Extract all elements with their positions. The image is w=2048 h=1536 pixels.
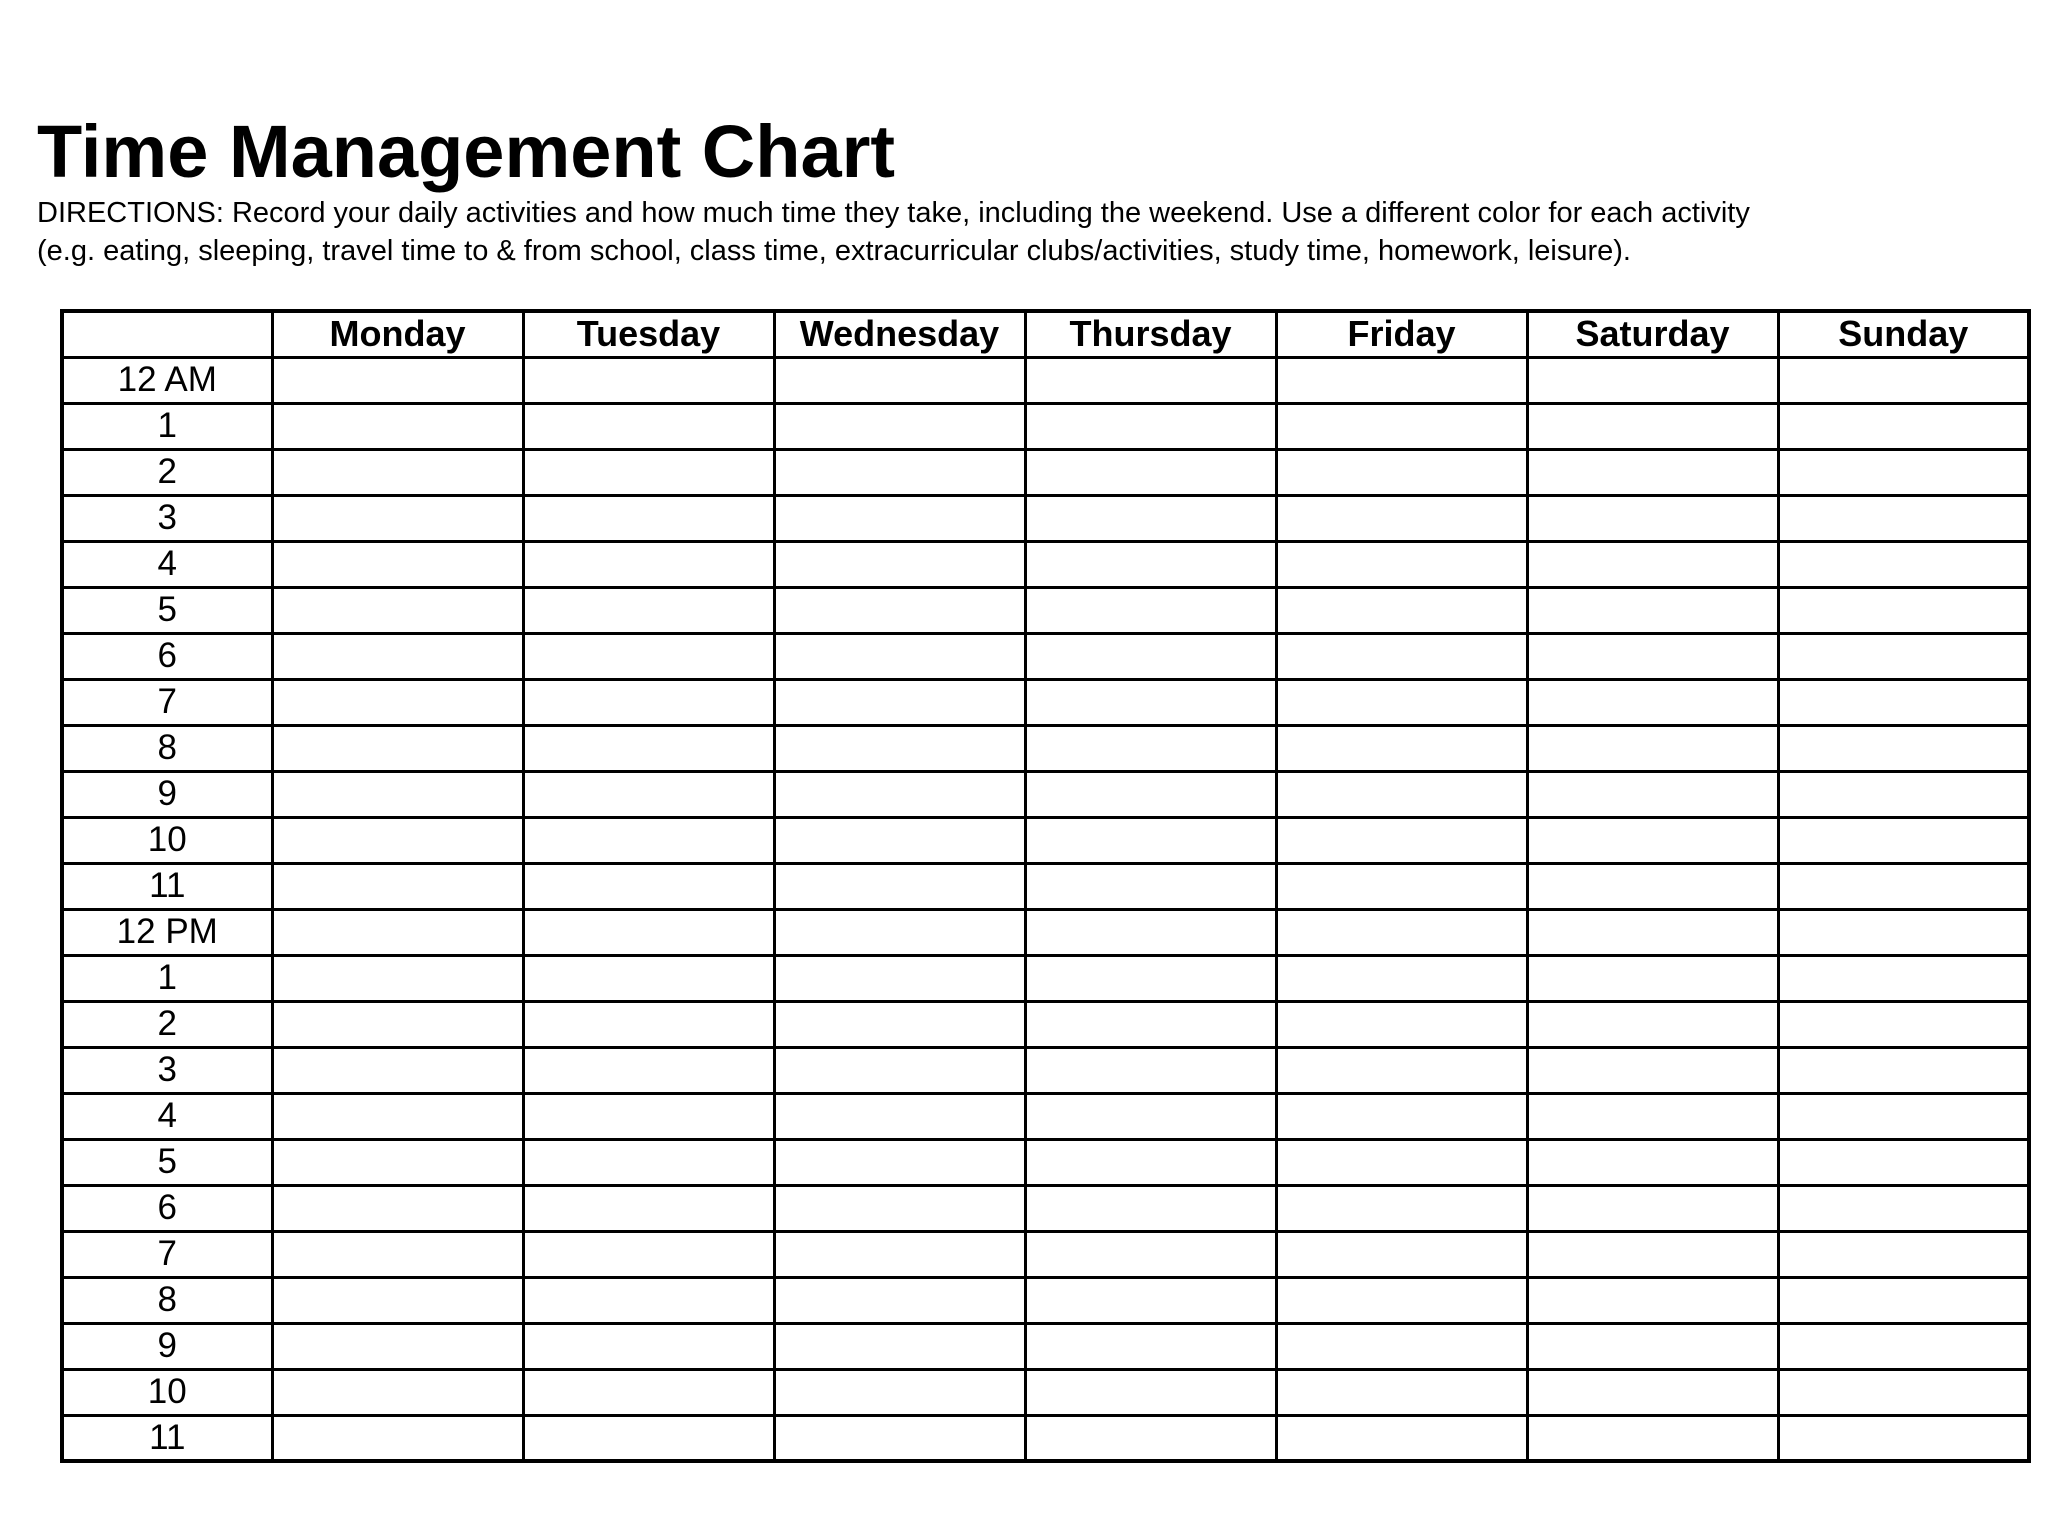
- schedule-cell[interactable]: [1778, 725, 2029, 771]
- schedule-cell[interactable]: [774, 1231, 1025, 1277]
- schedule-cell[interactable]: [1527, 1001, 1778, 1047]
- schedule-cell[interactable]: [1025, 633, 1276, 679]
- schedule-cell[interactable]: [1025, 1323, 1276, 1369]
- hour-label: 1: [62, 403, 272, 449]
- header-row: [62, 311, 2029, 357]
- schedule-cell[interactable]: [774, 771, 1025, 817]
- schedule-cell[interactable]: [523, 1139, 774, 1185]
- schedule-cell[interactable]: [1778, 771, 2029, 817]
- schedule-cell[interactable]: [1276, 357, 1527, 403]
- schedule-cell[interactable]: [774, 863, 1025, 909]
- schedule-cell[interactable]: [272, 495, 523, 541]
- schedule-cell[interactable]: [774, 1323, 1025, 1369]
- day-header-monday: Monday: [272, 311, 523, 357]
- hour-label: 4: [62, 541, 272, 587]
- directions-text: [37, 194, 2027, 270]
- schedule-cell[interactable]: [774, 1139, 1025, 1185]
- schedule-cell[interactable]: [1276, 1047, 1527, 1093]
- schedule-cell[interactable]: [523, 955, 774, 1001]
- hour-label: 8: [62, 725, 272, 771]
- schedule-cell[interactable]: [523, 1369, 774, 1415]
- schedule-cell[interactable]: [523, 1277, 774, 1323]
- table-row: [62, 587, 2029, 633]
- schedule-cell[interactable]: [774, 449, 1025, 495]
- schedule-cell[interactable]: [1276, 403, 1527, 449]
- schedule-cell[interactable]: [1276, 1415, 1527, 1461]
- schedule-cell[interactable]: [272, 1001, 523, 1047]
- schedule-cell[interactable]: [1276, 633, 1527, 679]
- schedule-cell[interactable]: [774, 495, 1025, 541]
- day-header-wednesday: Wednesday: [774, 311, 1025, 357]
- table-row: [62, 955, 2029, 1001]
- hour-label: 6: [62, 633, 272, 679]
- table-row: [62, 1047, 2029, 1093]
- schedule-cell[interactable]: [523, 1001, 774, 1047]
- schedule-cell[interactable]: [1025, 587, 1276, 633]
- day-header-tuesday: Tuesday: [523, 311, 774, 357]
- schedule-cell[interactable]: [272, 1369, 523, 1415]
- schedule-cell[interactable]: [1276, 679, 1527, 725]
- table-row: [62, 1093, 2029, 1139]
- schedule-cell[interactable]: [523, 541, 774, 587]
- schedule-cell[interactable]: [774, 541, 1025, 587]
- schedule-cell[interactable]: [1276, 955, 1527, 1001]
- schedule-cell[interactable]: [523, 449, 774, 495]
- hour-label: 7: [62, 679, 272, 725]
- schedule-cell[interactable]: [272, 817, 523, 863]
- table-row: [62, 449, 2029, 495]
- hour-label: 6: [62, 1185, 272, 1231]
- table-row: [62, 1001, 2029, 1047]
- schedule-cell[interactable]: [1778, 1047, 2029, 1093]
- hour-label: 3: [62, 495, 272, 541]
- schedule-cell[interactable]: [272, 1323, 523, 1369]
- table-row: [62, 725, 2029, 771]
- schedule-cell[interactable]: [1527, 587, 1778, 633]
- schedule-cell[interactable]: [774, 1277, 1025, 1323]
- schedule-cell[interactable]: [1778, 955, 2029, 1001]
- schedule-cell[interactable]: [774, 955, 1025, 1001]
- schedule-cell[interactable]: [1025, 1001, 1276, 1047]
- table-row: [62, 771, 2029, 817]
- schedule-cell[interactable]: [1778, 1001, 2029, 1047]
- schedule-cell[interactable]: [272, 633, 523, 679]
- schedule-cell[interactable]: [272, 679, 523, 725]
- schedule-cell[interactable]: [774, 1185, 1025, 1231]
- table-row: [62, 1185, 2029, 1231]
- table-row: [62, 863, 2029, 909]
- day-header-friday: Friday: [1276, 311, 1527, 357]
- hour-label: 3: [62, 1047, 272, 1093]
- schedule-cell[interactable]: [1025, 1185, 1276, 1231]
- schedule-cell[interactable]: [523, 1231, 774, 1277]
- schedule-cell[interactable]: [1025, 403, 1276, 449]
- directions-line-1: DIRECTIONS: Record your daily activities and how much time they take, including the weekend. Use a different color for each activity: [37, 197, 1750, 229]
- hour-label: 11: [62, 863, 272, 909]
- schedule-cell[interactable]: [1778, 541, 2029, 587]
- schedule-cell[interactable]: [1025, 1231, 1276, 1277]
- schedule-cell[interactable]: [1527, 1047, 1778, 1093]
- hour-label: 7: [62, 1231, 272, 1277]
- schedule-cell[interactable]: [523, 725, 774, 771]
- directions-line-2: (e.g. eating, sleeping, travel time to & from school, class time, extracurricular clubs/activities, study time, homework, leisure).: [37, 235, 1631, 267]
- table-row: [62, 817, 2029, 863]
- schedule-cell[interactable]: [1025, 955, 1276, 1001]
- schedule-cell[interactable]: [1276, 909, 1527, 955]
- schedule-cell[interactable]: [523, 1093, 774, 1139]
- schedule-cell[interactable]: [523, 357, 774, 403]
- schedule-cell[interactable]: [1276, 771, 1527, 817]
- schedule-cell[interactable]: [774, 633, 1025, 679]
- schedule-cell[interactable]: [1527, 817, 1778, 863]
- schedule-cell[interactable]: [1025, 1093, 1276, 1139]
- schedule-cell[interactable]: [1276, 725, 1527, 771]
- table-row: [62, 633, 2029, 679]
- schedule-cell[interactable]: [774, 1369, 1025, 1415]
- schedule-cell[interactable]: [1025, 449, 1276, 495]
- hour-label: 10: [62, 817, 272, 863]
- schedule-cell[interactable]: [272, 1231, 523, 1277]
- schedule-cell[interactable]: [272, 357, 523, 403]
- schedule-cell[interactable]: [1778, 449, 2029, 495]
- schedule-cell[interactable]: [1276, 1093, 1527, 1139]
- schedule-cell[interactable]: [1778, 909, 2029, 955]
- schedule-cell[interactable]: [1025, 1139, 1276, 1185]
- schedule-cell[interactable]: [523, 1185, 774, 1231]
- schedule-cell[interactable]: [774, 1001, 1025, 1047]
- schedule-cell[interactable]: [1276, 1001, 1527, 1047]
- schedule-cell[interactable]: [1025, 1369, 1276, 1415]
- schedule-cell[interactable]: [272, 1185, 523, 1231]
- schedule-cell[interactable]: [1527, 1323, 1778, 1369]
- hour-label: 12 AM: [62, 357, 272, 403]
- schedule-cell[interactable]: [1778, 679, 2029, 725]
- schedule-cell[interactable]: [1025, 863, 1276, 909]
- schedule-cell[interactable]: [1025, 357, 1276, 403]
- schedule-cell[interactable]: [1778, 587, 2029, 633]
- schedule-cell[interactable]: [774, 725, 1025, 771]
- schedule-cell[interactable]: [1527, 1415, 1778, 1461]
- schedule-cell[interactable]: [1778, 863, 2029, 909]
- schedule-cell[interactable]: [1276, 1277, 1527, 1323]
- schedule-cell[interactable]: [272, 909, 523, 955]
- schedule-cell[interactable]: [1527, 771, 1778, 817]
- schedule-cell[interactable]: [272, 1047, 523, 1093]
- schedule-cell[interactable]: [272, 955, 523, 1001]
- schedule-cell[interactable]: [1276, 1139, 1527, 1185]
- schedule-cell[interactable]: [523, 1047, 774, 1093]
- schedule-cell[interactable]: [1025, 725, 1276, 771]
- hour-label: 10: [62, 1369, 272, 1415]
- corner-header: [62, 311, 272, 357]
- schedule-cell[interactable]: [523, 817, 774, 863]
- schedule-cell[interactable]: [1025, 771, 1276, 817]
- hour-label: 12 PM: [62, 909, 272, 955]
- schedule-cell[interactable]: [1778, 1185, 2029, 1231]
- schedule-cell[interactable]: [523, 771, 774, 817]
- schedule-cell[interactable]: [774, 1415, 1025, 1461]
- schedule-cell[interactable]: [1527, 1231, 1778, 1277]
- schedule-cell[interactable]: [1025, 541, 1276, 587]
- schedule-cell[interactable]: [1527, 1277, 1778, 1323]
- schedule-cell[interactable]: [1778, 1277, 2029, 1323]
- schedule-cell[interactable]: [1778, 817, 2029, 863]
- hour-label: 1: [62, 955, 272, 1001]
- schedule-cell[interactable]: [1778, 357, 2029, 403]
- schedule-cell[interactable]: [1527, 679, 1778, 725]
- schedule-cell[interactable]: [1276, 1323, 1527, 1369]
- day-header-saturday: Saturday: [1527, 311, 1778, 357]
- table-row: [62, 1277, 2029, 1323]
- schedule-cell[interactable]: [1778, 1415, 2029, 1461]
- hour-label: 2: [62, 449, 272, 495]
- table-row: [62, 1323, 2029, 1369]
- schedule-cell[interactable]: [774, 587, 1025, 633]
- schedule-cell[interactable]: [1276, 449, 1527, 495]
- schedule-cell[interactable]: [1025, 817, 1276, 863]
- day-header-thursday: Thursday: [1025, 311, 1276, 357]
- hour-label: 9: [62, 1323, 272, 1369]
- schedule-cell[interactable]: [1025, 909, 1276, 955]
- schedule-cell[interactable]: [1778, 1139, 2029, 1185]
- schedule-cell[interactable]: [272, 541, 523, 587]
- schedule-cell[interactable]: [1276, 587, 1527, 633]
- schedule-table: [60, 309, 2031, 1463]
- schedule-cell[interactable]: [1527, 955, 1778, 1001]
- schedule-cell[interactable]: [272, 1093, 523, 1139]
- table-row: [62, 357, 2029, 403]
- schedule-cell[interactable]: [523, 495, 774, 541]
- schedule-cell[interactable]: [1527, 495, 1778, 541]
- hour-label: 11: [62, 1415, 272, 1461]
- schedule-cell[interactable]: [1527, 863, 1778, 909]
- schedule-cell[interactable]: [1778, 1093, 2029, 1139]
- hour-label: 5: [62, 587, 272, 633]
- schedule-cell[interactable]: [774, 817, 1025, 863]
- schedule-cell[interactable]: [1527, 403, 1778, 449]
- table-row: [62, 541, 2029, 587]
- hour-label: 5: [62, 1139, 272, 1185]
- schedule-cell[interactable]: [1025, 1415, 1276, 1461]
- schedule-cell[interactable]: [272, 771, 523, 817]
- schedule-cell[interactable]: [774, 357, 1025, 403]
- hour-label: 2: [62, 1001, 272, 1047]
- schedule-cell[interactable]: [272, 1139, 523, 1185]
- schedule-cell[interactable]: [523, 587, 774, 633]
- schedule-cell[interactable]: [523, 403, 774, 449]
- schedule-cell[interactable]: [272, 863, 523, 909]
- schedule-cell[interactable]: [1527, 1185, 1778, 1231]
- hour-label: 8: [62, 1277, 272, 1323]
- table-row: [62, 495, 2029, 541]
- schedule-cell[interactable]: [1527, 449, 1778, 495]
- schedule-cell[interactable]: [1527, 1369, 1778, 1415]
- schedule-cell[interactable]: [1527, 633, 1778, 679]
- schedule-cell[interactable]: [1276, 863, 1527, 909]
- table-row: [62, 1369, 2029, 1415]
- schedule-cell[interactable]: [1527, 1093, 1778, 1139]
- table-row: [62, 403, 2029, 449]
- schedule-cell[interactable]: [774, 1093, 1025, 1139]
- schedule-cell[interactable]: [1527, 357, 1778, 403]
- schedule-cell[interactable]: [774, 403, 1025, 449]
- schedule-cell[interactable]: [1778, 403, 2029, 449]
- hour-label: 4: [62, 1093, 272, 1139]
- schedule-cell[interactable]: [272, 1415, 523, 1461]
- schedule-cell[interactable]: [774, 909, 1025, 955]
- schedule-cell[interactable]: [1025, 1047, 1276, 1093]
- schedule-cell[interactable]: [774, 1047, 1025, 1093]
- schedule-cell[interactable]: [1527, 725, 1778, 771]
- table-row: [62, 679, 2029, 725]
- table-row: [62, 909, 2029, 955]
- schedule-cell[interactable]: [523, 863, 774, 909]
- schedule-cell[interactable]: [1778, 1369, 2029, 1415]
- schedule-cell[interactable]: [1025, 495, 1276, 541]
- day-header-sunday: Sunday: [1778, 311, 2029, 357]
- schedule-cell[interactable]: [272, 725, 523, 771]
- schedule-cell[interactable]: [1025, 679, 1276, 725]
- page-title: Time Management Chart: [37, 110, 896, 193]
- schedule-cell[interactable]: [1276, 1185, 1527, 1231]
- schedule-cell[interactable]: [1527, 1139, 1778, 1185]
- hour-label: 9: [62, 771, 272, 817]
- schedule-cell[interactable]: [1778, 1231, 2029, 1277]
- schedule-cell[interactable]: [523, 633, 774, 679]
- schedule-cell[interactable]: [1527, 541, 1778, 587]
- schedule-cell[interactable]: [1778, 495, 2029, 541]
- schedule-cell[interactable]: [1276, 1369, 1527, 1415]
- schedule-cell[interactable]: [523, 909, 774, 955]
- schedule-cell[interactable]: [1025, 1277, 1276, 1323]
- schedule-cell[interactable]: [523, 679, 774, 725]
- schedule-cell[interactable]: [1527, 909, 1778, 955]
- schedule-cell[interactable]: [523, 1323, 774, 1369]
- schedule-cell[interactable]: [1276, 541, 1527, 587]
- table-row: [62, 1139, 2029, 1185]
- schedule-cell[interactable]: [1276, 495, 1527, 541]
- schedule-cell[interactable]: [272, 403, 523, 449]
- schedule-cell[interactable]: [1276, 1231, 1527, 1277]
- schedule-cell[interactable]: [272, 449, 523, 495]
- table-row: [62, 1415, 2029, 1461]
- table-row: [62, 1231, 2029, 1277]
- schedule-body: [62, 357, 2029, 1461]
- schedule-cell[interactable]: [1778, 633, 2029, 679]
- schedule-cell[interactable]: [272, 587, 523, 633]
- schedule-cell[interactable]: [523, 1415, 774, 1461]
- schedule-cell[interactable]: [1276, 817, 1527, 863]
- schedule-cell[interactable]: [1778, 1323, 2029, 1369]
- schedule-cell[interactable]: [272, 1277, 523, 1323]
- schedule-cell[interactable]: [774, 679, 1025, 725]
